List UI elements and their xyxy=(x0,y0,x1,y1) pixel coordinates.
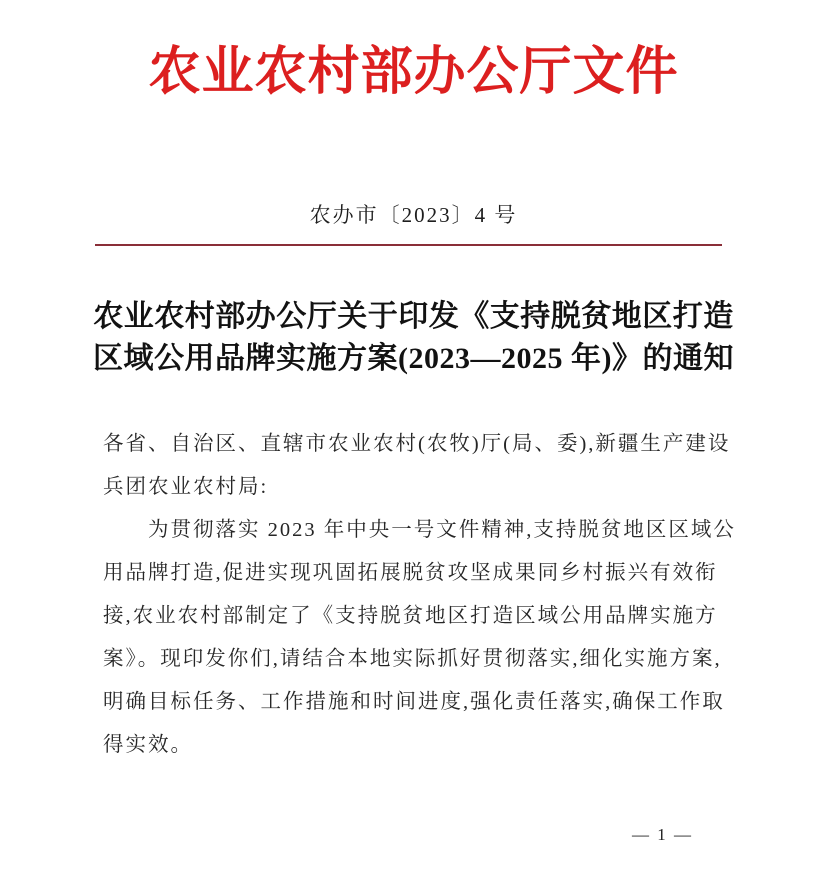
paragraph-line: 得实效。 xyxy=(103,734,193,756)
paragraph-line: 案》。现印发你们,请结合本地实际抓好贯彻落实,细化实施方案, xyxy=(103,648,722,670)
salutation-line: 各省、自治区、直辖市农业农村(农牧)厅(局、委),新疆生产建设 xyxy=(103,433,731,455)
document-reference-number: 农办市〔2023〕4 号 xyxy=(309,203,518,227)
paragraph-line: 明确目标任务、工作措施和时间进度,强化责任落实,确保工作取 xyxy=(103,691,725,713)
salutation-line: 兵团农业农村局: xyxy=(103,476,269,498)
notice-body xyxy=(0,423,827,767)
paragraph-line: 为贯彻落实 2023 年中央一号文件精神,支持脱贫地区区域公 xyxy=(148,519,736,541)
notice-title xyxy=(0,296,827,380)
document-header-title: 农业农村部办公厅文件 xyxy=(148,44,679,101)
paragraph-line: 接,农业农村部制定了《支持脱贫地区打造区域公用品牌实施方 xyxy=(103,605,718,627)
paragraph-line: 用品牌打造,促进实现巩固拓展脱贫攻坚成果同乡村振兴有效衔 xyxy=(103,562,718,584)
page-number: — 1 — xyxy=(632,825,693,844)
notice-title-line2: 区域公用品牌实施方案(2023—2025 年)》的通知 xyxy=(93,342,734,375)
red-divider-line xyxy=(95,244,722,246)
notice-title-line1: 农业农村部办公厅关于印发《支持脱贫地区打造 xyxy=(93,300,734,333)
